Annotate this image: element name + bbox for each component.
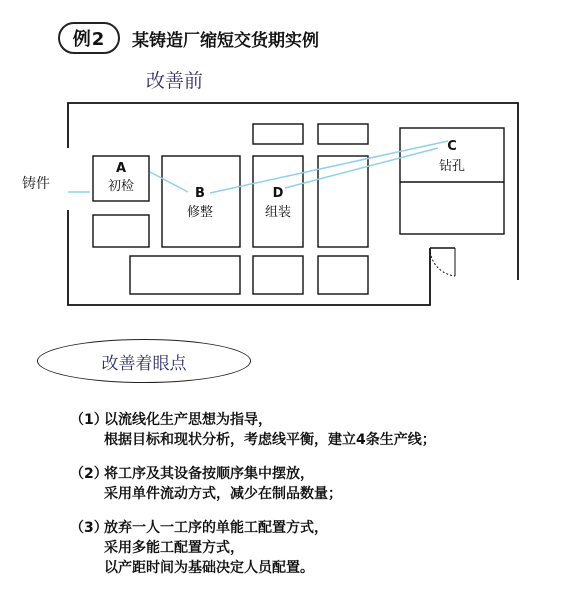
station-b-name: 修整 [186, 205, 214, 220]
station-d-name: 组装 [264, 205, 292, 220]
list-item [70, 410, 436, 450]
station-d-letter: D [272, 186, 284, 201]
equipment-box [318, 156, 368, 247]
point-text: 将工序及其设备按顺序集中摆放， [104, 466, 314, 482]
before-improvement-label: 改善前 [146, 70, 204, 92]
point-text: 根据目标和现状分析，考虑线平衡，建立4条生产线； [104, 432, 436, 448]
entry-label: 铸件 [22, 176, 50, 192]
point-number: （1） [70, 412, 108, 428]
point-text: 采用单件流动方式，减少在制品数量； [104, 486, 342, 502]
station-b-box [162, 156, 240, 247]
point-text: 放弃一人一工序的单能工配置方式， [104, 520, 328, 536]
improvement-focus-ellipse [37, 339, 251, 383]
station-c-letter: C [447, 139, 457, 154]
list-item [70, 464, 436, 504]
point-number: （2） [70, 466, 108, 482]
station-a-name: 初检 [107, 179, 135, 194]
equipment-box [318, 256, 368, 294]
example-badge: 例2 [58, 22, 120, 54]
list-item [70, 518, 436, 578]
station-b-letter: B [195, 186, 205, 201]
point-text: 以流线化生产思想为指导， [104, 412, 272, 428]
equipment-box [253, 124, 303, 144]
equipment-box [253, 256, 303, 294]
improvement-points [70, 410, 436, 592]
point-text: 以产距时间为基础决定人员配置。 [104, 560, 314, 576]
equipment-box [93, 215, 149, 247]
station-d-box [253, 156, 303, 247]
point-text: 采用多能工配置方式， [104, 540, 244, 556]
equipment-box [318, 124, 368, 144]
improvement-focus-label: 改善着眼点 [101, 353, 187, 374]
point-number: （3） [70, 520, 108, 536]
door-swing [430, 248, 455, 276]
page-title: 某铸造厂缩短交货期实例 [132, 31, 319, 51]
equipment-box [130, 256, 240, 294]
station-c-name: 钻孔 [438, 159, 466, 174]
station-a-letter: A [115, 161, 127, 176]
